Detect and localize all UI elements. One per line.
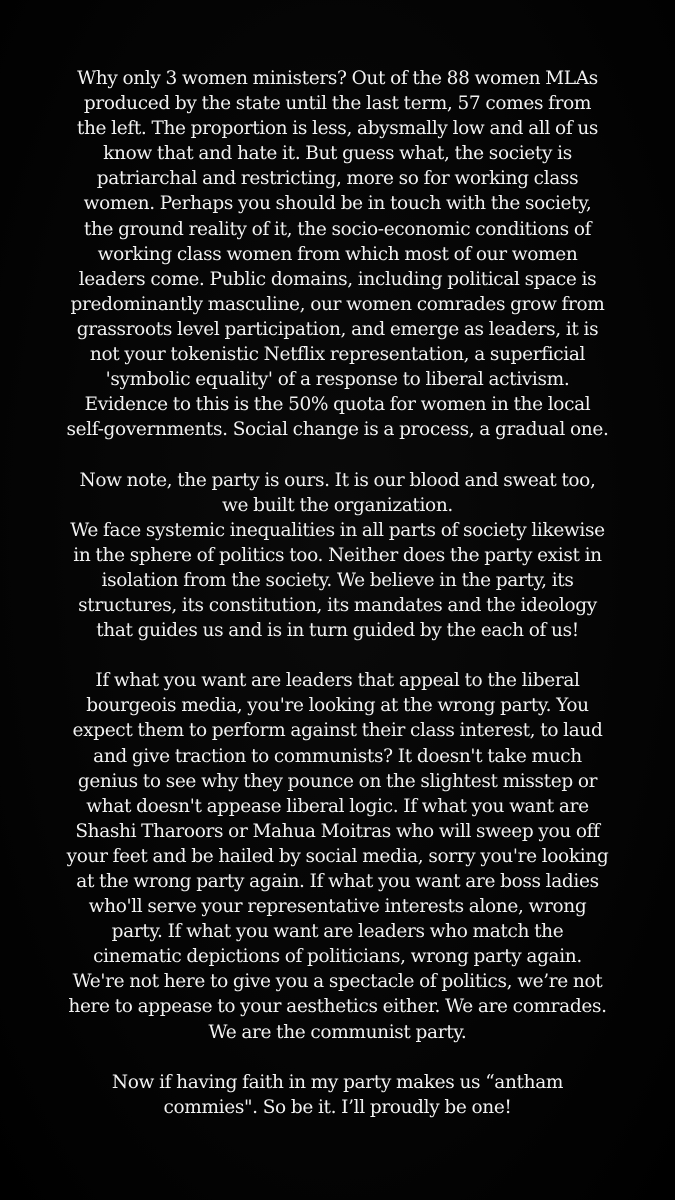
text-line: commies". So be it. I’ll proudly be one!	[163, 1096, 512, 1118]
paragraph-gap	[14, 442, 661, 467]
text-line: who'll serve your representative interests alone, wrong	[88, 896, 587, 918]
text-line: We're not here to give you a spectacle of politics, we’re not	[72, 971, 603, 993]
text-line: We are the communist party.	[208, 1021, 467, 1043]
text-line: not your tokenistic Netflix representation, a superficial	[89, 344, 586, 366]
text-line: isolation from the society. We believe in the party, its	[101, 569, 574, 591]
text-line: at the wrong party again. If what you want are boss ladies	[76, 871, 599, 892]
text-line: the ground reality of it, the socio-economic conditions of	[83, 218, 592, 240]
text-line: we built the organization.	[222, 494, 453, 516]
text-line: grassroots level participation, and emerge as leaders, it is	[76, 318, 599, 340]
paragraph-party-is-ours	[14, 468, 661, 644]
text-line: what doesn't appease liberal logic. If what you want are	[86, 795, 589, 817]
text-line: here to appease to your aesthetics either. We are comrades.	[68, 996, 607, 1018]
paragraph-antham-commies	[14, 1070, 661, 1120]
text-line: self-governments. Social change is a process, a gradual one.	[66, 419, 609, 441]
text-line: patriarchal and restricting, more so for working class	[96, 168, 579, 190]
text-line: know that and hate it. But guess what, the society is	[103, 143, 572, 165]
story-text-block	[0, 66, 675, 1120]
text-line: the left. The proportion is less, abysmally low and all of us	[76, 118, 599, 140]
text-line: bourgeois media, you're looking at the wrong party. You	[86, 695, 589, 717]
text-line: in the sphere of politics too. Neither does the party exist in	[73, 544, 602, 566]
text-line: predominantly masculine, our women comrades grow from	[70, 293, 605, 315]
paragraph-women-ministers	[14, 66, 661, 442]
text-line: Why only 3 women ministers? Out of the 88 women MLAs	[77, 68, 598, 89]
text-line: your feet and be hailed by social media, sorry you're looking	[66, 845, 609, 867]
paragraph-gap	[14, 643, 661, 668]
text-line: working class women from which most of our women	[97, 243, 578, 265]
text-line: and give traction to communists? It doesn't take much	[93, 745, 582, 767]
text-line: expect them to perform against their class interest, to laud	[72, 720, 603, 742]
text-line: produced by the state until the last term, 57 comes from	[83, 93, 592, 115]
text-line: Now if having faith in my party makes us “antham	[111, 1071, 564, 1093]
text-line: genius to see why they pounce on the slightest misstep or	[77, 770, 598, 792]
text-line: party. If what you want are leaders who match the	[111, 921, 564, 943]
text-line: If what you want are leaders that appeal to the liberal	[95, 670, 580, 692]
text-line: structures, its constitution, its mandates and the ideology	[78, 594, 597, 616]
text-line: leaders come. Public domains, including political space is	[78, 268, 597, 290]
text-line: Shashi Tharoors or Mahua Moitras who will sweep you off	[75, 820, 600, 842]
paragraph-gap	[14, 1045, 661, 1070]
paragraph-wrong-party	[14, 668, 661, 1044]
text-line: We face systemic inequalities in all parts of society likewise	[70, 519, 605, 541]
text-line: that guides us and is in turn guided by the each of us!	[96, 620, 579, 642]
text-line: women. Perhaps you should be in touch with the society,	[83, 193, 592, 215]
text-line: Evidence to this is the 50% quota for women in the local	[84, 394, 591, 416]
text-line: Now note, the party is ours. It is our blood and sweat too,	[79, 469, 596, 491]
text-line: cinematic depictions of politicians, wrong party again.	[93, 946, 582, 968]
text-line: 'symbolic equality' of a response to liberal activism.	[105, 369, 570, 391]
